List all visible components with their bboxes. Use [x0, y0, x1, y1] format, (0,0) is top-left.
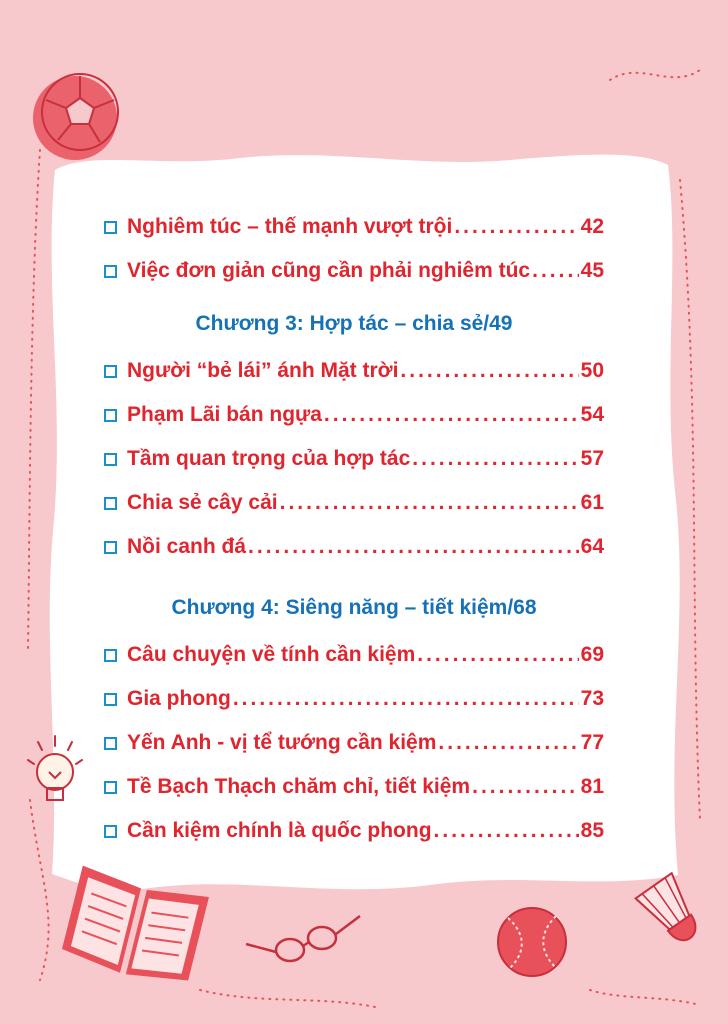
page-number: 57 [580, 447, 604, 470]
page-number: 42 [580, 215, 604, 238]
checkbox-icon [104, 453, 117, 466]
checkbox-icon [104, 825, 117, 838]
dot-leader [434, 809, 579, 853]
toc-entry[interactable] [104, 525, 604, 569]
page-number: 61 [580, 491, 604, 514]
toc-entry[interactable] [104, 393, 604, 437]
entry-title: Phạm Lãi bán ngựa [127, 403, 322, 426]
checkbox-icon [104, 737, 117, 750]
page-number: 54 [580, 403, 604, 426]
entry-title: Người “bẻ lái” ánh Mặt trời [127, 359, 399, 382]
entry-title: Nồi canh đá [127, 535, 247, 558]
dot-leader [454, 205, 578, 249]
dot-leader [233, 677, 579, 721]
page-number: 64 [580, 535, 604, 558]
dot-leader [248, 525, 579, 569]
entry-title: Câu chuyện về tính cần kiệm [127, 643, 416, 666]
dot-leader [400, 349, 578, 393]
page-number: 81 [580, 775, 604, 798]
dot-leader [472, 765, 579, 809]
chapter-heading: Chương 3: Hợp tác – chia sẻ/49 [195, 312, 513, 335]
toc-entry[interactable] [104, 205, 604, 249]
checkbox-icon [104, 781, 117, 794]
entry-title: Tề Bạch Thạch chăm chỉ, tiết kiệm [127, 775, 471, 798]
checkbox-icon [104, 365, 117, 378]
dot-leader [412, 437, 578, 481]
page-number: 85 [580, 819, 604, 842]
checkbox-icon [104, 649, 117, 662]
toc-entry[interactable] [104, 633, 604, 677]
checkbox-icon [104, 541, 117, 554]
page-number: 50 [580, 359, 604, 382]
dot-leader [280, 481, 579, 525]
entry-title: Chia sẻ cây cải [127, 491, 278, 514]
checkbox-icon [104, 497, 117, 510]
toc-entry[interactable] [104, 249, 604, 293]
checkbox-icon [104, 693, 117, 706]
toc-entry[interactable] [104, 765, 604, 809]
entry-title: Việc đơn giản cũng cần phải nghiêm túc [127, 259, 531, 282]
entry-title: Gia phong [127, 687, 231, 710]
toc-entry[interactable] [104, 809, 604, 853]
dot-leader [324, 393, 579, 437]
dot-leader [438, 721, 578, 765]
page-number: 69 [580, 643, 604, 666]
dot-leader [532, 249, 579, 293]
toc-entry[interactable] [104, 677, 604, 721]
table-of-contents [104, 205, 604, 853]
toc-entry[interactable] [104, 481, 604, 525]
entry-title: Yến Anh - vị tể tướng cần kiệm [127, 731, 437, 754]
checkbox-icon [104, 409, 117, 422]
toc-entry[interactable] [104, 349, 604, 393]
entry-title: Cần kiệm chính là quốc phong [127, 819, 432, 842]
toc-entry[interactable] [104, 437, 604, 481]
checkbox-icon [104, 265, 117, 278]
entry-title: Tầm quan trọng của hợp tác [127, 447, 411, 470]
entry-title: Nghiêm túc – thế mạnh vượt trội [127, 215, 453, 238]
page-number: 73 [580, 687, 604, 710]
checkbox-icon [104, 221, 117, 234]
dot-leader [417, 633, 578, 677]
toc-entry[interactable] [104, 721, 604, 765]
page-number: 77 [580, 731, 604, 754]
chapter-heading: Chương 4: Siêng năng – tiết kiệm/68 [171, 596, 537, 619]
page-number: 45 [580, 259, 604, 282]
